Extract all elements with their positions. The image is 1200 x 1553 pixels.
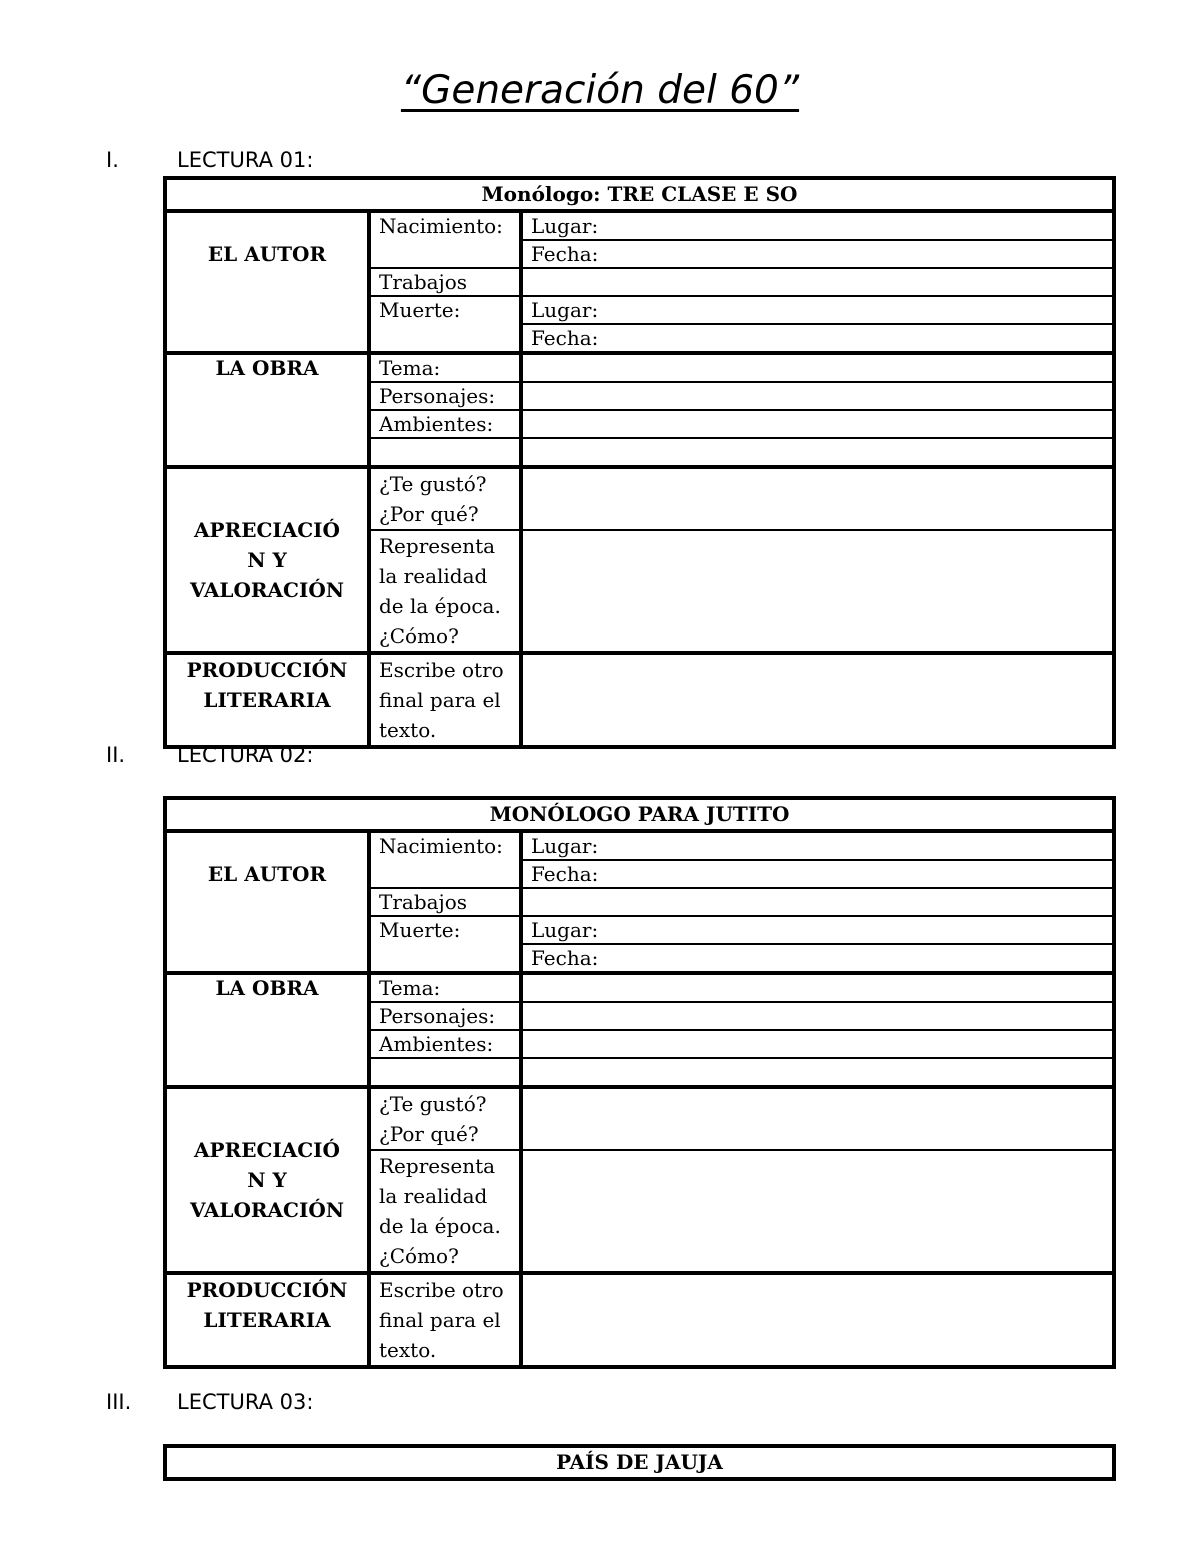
- section-autor: EL AUTOR: [165, 831, 369, 973]
- label-line: texto.: [379, 718, 437, 742]
- section-obra: LA OBRA: [165, 973, 369, 1087]
- field-escribe[interactable]: [521, 1273, 1114, 1367]
- label-line: ¿Por qué?: [379, 502, 479, 526]
- label-personajes: Personajes:: [369, 382, 521, 410]
- field-tema[interactable]: [521, 973, 1114, 1002]
- section-number: II.: [106, 743, 126, 767]
- label-te-gusto: [369, 1087, 521, 1150]
- section-produccion-line: PRODUCCIÓN: [186, 1278, 348, 1302]
- worksheet-table-1: [163, 176, 1116, 749]
- field-lugar[interactable]: Lugar:: [521, 831, 1114, 860]
- worksheet-table-2: [163, 796, 1116, 1369]
- section-heading-1: [106, 148, 313, 172]
- field-lugar[interactable]: Lugar:: [521, 211, 1114, 240]
- field-trabajos[interactable]: [521, 888, 1114, 916]
- page-title: [0, 68, 1200, 113]
- label-line: de la época.: [379, 594, 501, 618]
- field-representa[interactable]: [521, 1150, 1114, 1273]
- label-nacimiento: Nacimiento:: [369, 831, 521, 888]
- label-ambientes: Ambientes:: [369, 410, 521, 438]
- section-apreciacion: [165, 467, 369, 653]
- section-apreciacion-line: APRECIACIÓ: [194, 518, 340, 542]
- section-heading-2: [106, 743, 313, 767]
- table-title: MONÓLOGO PARA JUTITO: [165, 798, 1114, 831]
- label-line: Escribe otro: [379, 1278, 504, 1302]
- field-extra[interactable]: [521, 1058, 1114, 1087]
- label-line: Escribe otro: [379, 658, 504, 682]
- label-line: Representa: [379, 1154, 496, 1178]
- section-number: I.: [106, 148, 119, 172]
- field-fecha[interactable]: Fecha:: [521, 324, 1114, 353]
- field-lugar[interactable]: Lugar:: [521, 296, 1114, 324]
- section-heading-3: [106, 1390, 313, 1414]
- section-produccion-line: LITERARIA: [203, 1308, 331, 1332]
- field-ambientes[interactable]: [521, 1030, 1114, 1058]
- label-empty: [369, 438, 521, 467]
- section-apreciacion: [165, 1087, 369, 1273]
- label-line: final para el: [379, 1308, 501, 1332]
- label-personajes: Personajes:: [369, 1002, 521, 1030]
- field-representa[interactable]: [521, 530, 1114, 653]
- field-fecha[interactable]: Fecha:: [521, 860, 1114, 888]
- label-tema: Tema:: [369, 353, 521, 382]
- section-number: III.: [106, 1390, 132, 1414]
- label-line: ¿Por qué?: [379, 1122, 479, 1146]
- section-apreciacion-line: N Y: [247, 548, 287, 572]
- section-apreciacion-line: N Y: [247, 1168, 287, 1192]
- field-trabajos[interactable]: [521, 268, 1114, 296]
- field-tema[interactable]: [521, 353, 1114, 382]
- section-produccion: [165, 1273, 369, 1367]
- label-escribe: [369, 1273, 521, 1367]
- section-apreciacion-line: VALORACIÓN: [189, 578, 345, 602]
- label-line: ¿Te gustó?: [379, 472, 487, 496]
- table-title: Monólogo: TRE CLASE E SO: [165, 178, 1114, 211]
- section-produccion: [165, 653, 369, 747]
- label-te-gusto: [369, 467, 521, 530]
- section-autor: EL AUTOR: [165, 211, 369, 353]
- field-lugar[interactable]: Lugar:: [521, 916, 1114, 944]
- worksheet-table-3: [163, 1444, 1116, 1481]
- label-line: texto.: [379, 1338, 437, 1362]
- section-produccion-line: PRODUCCIÓN: [186, 658, 348, 682]
- section-label: LECTURA 03:: [177, 1390, 314, 1414]
- label-representa: [369, 530, 521, 653]
- label-nacimiento: Nacimiento:: [369, 211, 521, 268]
- label-line: la realidad: [379, 1184, 488, 1208]
- field-escribe[interactable]: [521, 653, 1114, 747]
- section-produccion-line: LITERARIA: [203, 688, 331, 712]
- label-muerte: Muerte:: [369, 296, 521, 353]
- table-title: PAÍS DE JAUJA: [165, 1446, 1114, 1479]
- field-fecha[interactable]: Fecha:: [521, 944, 1114, 973]
- label-empty: [369, 1058, 521, 1087]
- label-line: ¿Cómo?: [379, 1244, 459, 1268]
- label-line: ¿Cómo?: [379, 624, 459, 648]
- page-title-text: “Generación del 60”: [400, 68, 800, 113]
- label-muerte: Muerte:: [369, 916, 521, 973]
- label-escribe: [369, 653, 521, 747]
- label-line: de la época.: [379, 1214, 501, 1238]
- label-trabajos: Trabajos: [369, 268, 521, 296]
- label-line: Representa: [379, 534, 496, 558]
- field-personajes[interactable]: [521, 1002, 1114, 1030]
- section-obra: LA OBRA: [165, 353, 369, 467]
- label-representa: [369, 1150, 521, 1273]
- section-label: LECTURA 01:: [177, 148, 314, 172]
- section-label: LECTURA 02:: [177, 743, 314, 767]
- section-apreciacion-line: VALORACIÓN: [189, 1198, 345, 1222]
- label-trabajos: Trabajos: [369, 888, 521, 916]
- label-ambientes: Ambientes:: [369, 1030, 521, 1058]
- label-line: la realidad: [379, 564, 488, 588]
- label-line: final para el: [379, 688, 501, 712]
- section-apreciacion-line: APRECIACIÓ: [194, 1138, 340, 1162]
- field-ambientes[interactable]: [521, 410, 1114, 438]
- field-te-gusto[interactable]: [521, 467, 1114, 530]
- label-tema: Tema:: [369, 973, 521, 1002]
- field-personajes[interactable]: [521, 382, 1114, 410]
- label-line: ¿Te gustó?: [379, 1092, 487, 1116]
- field-fecha[interactable]: Fecha:: [521, 240, 1114, 268]
- field-extra[interactable]: [521, 438, 1114, 467]
- field-te-gusto[interactable]: [521, 1087, 1114, 1150]
